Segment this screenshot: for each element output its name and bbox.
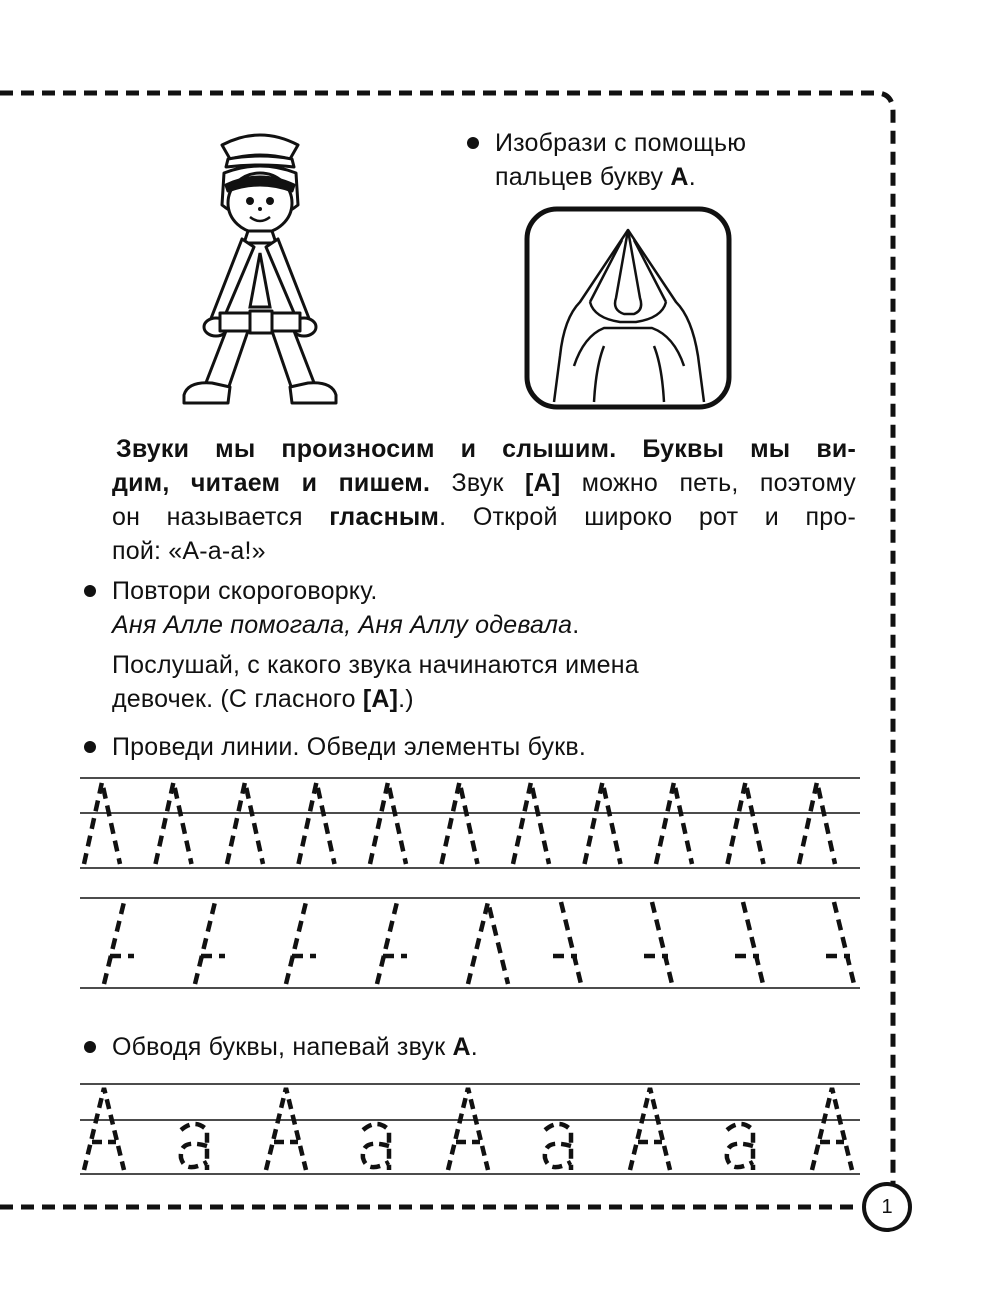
tongue-twister-instruction: Повтори скороговорку. — [112, 577, 378, 605]
zigzag-stroke — [728, 782, 764, 864]
trace-task-suffix: . — [470, 1033, 478, 1061]
letter-a-lower-trace — [727, 1124, 753, 1170]
listen-sound: [А] — [362, 685, 399, 713]
trace-task-letter: А — [452, 1033, 471, 1061]
zigzag-stroke — [299, 782, 335, 864]
zigzag-stroke — [156, 782, 192, 864]
listen-text-b: .) — [398, 685, 414, 713]
letters-aa-tracing-row — [80, 1082, 860, 1177]
slant-stroke — [104, 902, 124, 984]
zigzag-stroke — [799, 782, 835, 864]
slant-stroke — [743, 902, 763, 984]
letter-elements-tracing-row — [80, 896, 860, 991]
letter-a-lower-trace — [363, 1124, 389, 1170]
tongue-twister-italic: Аня Алле помогала, Аня Аллу одевала — [112, 611, 573, 639]
intro-sound: [А] — [525, 469, 561, 497]
slant-stroke — [834, 902, 854, 984]
zigzag-stroke — [84, 782, 120, 864]
trace-task-instruction — [112, 1030, 762, 1064]
letter-a-upper-trace — [448, 1088, 488, 1170]
zigzag-stroke — [442, 782, 478, 864]
finger-task-line2 — [495, 160, 835, 194]
intro-text-b: можно петь, поэтому — [560, 469, 856, 497]
zigzag-stroke — [227, 782, 263, 864]
intro-text-a: Звук — [430, 469, 526, 497]
intro-paragraph — [112, 432, 856, 568]
slant-stroke — [195, 902, 215, 984]
intro-line2 — [112, 466, 856, 500]
slant-stroke — [286, 902, 306, 984]
tongue-twister-text — [112, 608, 762, 642]
intro-line4: пой: «А-а-а!» — [112, 537, 266, 565]
letter-a-upper-trace — [812, 1088, 852, 1170]
intro-text-d: . Открой широко рот и про- — [439, 503, 856, 531]
listen-line2 — [112, 682, 762, 716]
slant-stroke — [652, 902, 672, 984]
zigzag-stroke — [513, 782, 549, 864]
listen-text-a: девочек. (С гласного — [112, 685, 363, 713]
hands-letter-a-illustration — [524, 206, 732, 410]
finger-task-prefix: пальцев букву — [495, 163, 671, 191]
listen-line1: Послушай, с какого звука начинаются имена — [112, 651, 639, 679]
letter-a-upper-trace — [84, 1088, 124, 1170]
zigzag-stroke — [370, 782, 406, 864]
intro-text-c: он называется — [112, 503, 330, 531]
letter-a-lower-trace — [545, 1124, 571, 1170]
page-number — [862, 1182, 912, 1232]
lines-task-instruction: Проведи линии. Обведи элементы букв. — [112, 730, 762, 764]
finger-task-suffix: . — [688, 163, 696, 191]
boy-letter-a-illustration — [180, 125, 380, 410]
page-number-text: 1 — [881, 1195, 893, 1218]
intro-bold: дим, читаем и пишем. — [112, 469, 431, 497]
tongue-twister-end: . — [572, 611, 580, 639]
finger-task-line1: Изобрази с помощью — [495, 129, 747, 157]
tongue-twister-block — [112, 574, 762, 716]
letter-a-upper-trace — [266, 1088, 306, 1170]
zigzag-stroke — [585, 782, 621, 864]
intro-line1: Звуки мы произносим и слышим. Буквы мы ви- — [116, 435, 856, 463]
letter-a-upper-trace — [630, 1088, 670, 1170]
slant-stroke — [561, 902, 581, 984]
letter-a-lower-trace — [181, 1124, 207, 1170]
slant-stroke — [377, 902, 397, 984]
intro-line3 — [112, 500, 856, 534]
trace-task-prefix: Обводя буквы, напевай звук — [112, 1033, 453, 1061]
intro-vowel-word: гласным — [329, 503, 440, 531]
zigzag-tracing-row — [80, 776, 860, 871]
finger-task-instruction — [495, 126, 835, 194]
finger-task-letter: А — [670, 163, 689, 191]
caret-stroke — [468, 902, 508, 984]
zigzag-stroke — [656, 782, 692, 864]
